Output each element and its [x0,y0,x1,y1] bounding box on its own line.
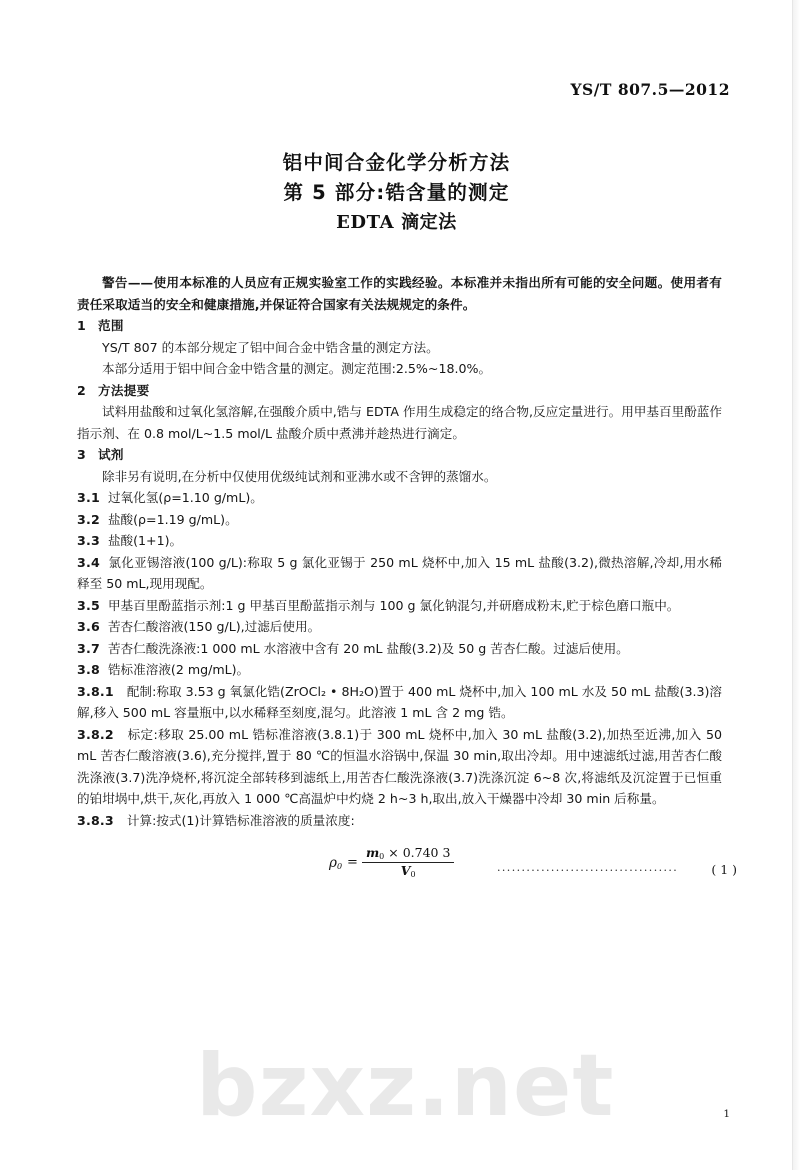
reagent-item-3-8 [77,659,722,681]
reagent-tag-3-8: 3.8 [77,662,100,677]
section-title-2: 方法提要 [98,382,150,398]
section-2-paragraph-1: 试料用盐酸和过氧化氢溶解,在强酸介质中,锆与 EDTA 作用生成稳定的络合物,反应定量进行。用甲基百里酚蓝作指示剂、在 0.8 mol/L~1.5 mol/L 盐酸介质中煮沸并趁热进行滴定。 [77,404,722,441]
reagent-tag-3-3: 3.3 [77,533,100,548]
formula-denominator: $V_0$ [400,863,416,880]
section-number-3: 3 [77,447,87,462]
reagent-tag-3-1: 3.1 [77,490,100,505]
reagent-item-3-7 [77,638,722,660]
reagent-item-3-4 [77,552,722,595]
reagent-text-3-8-3: 计算:按式(1)计算锆标准溶液的质量浓度: [126,812,355,828]
reagent-text-3-4: 氯化亚锡溶液(100 g/L):称取 5 g 氯化亚锡于 250 mL 烧杯中,加入 15 mL 盐酸(3.2),微热溶解,冷却,用水稀释至 50 mL,现用现配。 [77,554,722,591]
section-title-1: 范围 [98,318,124,333]
reagent-tag-3-8-3: 3.8.3 [77,812,114,828]
section-heading-2 [77,380,722,402]
title-line-2: 第 5 部分:锆含量的测定 [283,181,510,204]
page-edge-shadow [793,0,800,1170]
section-title-3: 试剂 [98,447,124,462]
reagent-tag-3-4: 3.4 [77,554,100,570]
reagent-item-3-6 [77,616,722,638]
section-heading-1 [77,315,722,337]
reagent-item-3-5 [77,595,722,617]
formula-equation-number: ( 1 ) [711,862,737,877]
section-heading-3 [77,444,722,466]
formula-leader [497,862,737,877]
standard-number-header: YS/T 807.5—2012 [570,80,730,99]
document-body [77,272,737,888]
reagent-tag-3-8-1: 3.8.1 [77,683,114,699]
title-line-3: EDTA 滴定法 [336,212,457,233]
title-line-1: 铝中间合金化学分析方法 [282,151,511,174]
reagent-tag-3-5: 3.5 [77,597,100,613]
reagent-text-3-8-2: 标定:移取 25.00 mL 锆标准溶液(3.8.1)于 300 mL 烧杯中,加入 30 mL 盐酸(3.2),加热至近沸,加入 50 mL 苦杏仁酸溶液(3.6),充分搅拌,置于 80 ℃的恒温水浴锅中,保温 30 min,取出冷却。用中速滤纸过滤,用苦杏仁酸洗涤液(3.7)洗净烧杯,将沉淀全部转移到滤纸上,用苦杏仁酸洗涤液(3.7)洗涤沉淀 6~8 次,将滤纸及沉淀置于已恒重的铂坩埚中,烘干,灰化,再放入 1 000 ℃高温炉中灼烧 2 h~3 h,取出,放入干燥器中冷却 30 min 后称量。 [77,726,722,806]
reagent-tag-3-7: 3.7 [77,640,100,656]
page-number: 1 [723,1108,730,1120]
section-number-2: 2 [77,382,87,398]
document-title-block [0,148,793,238]
reagent-text-3-8: 锆标准溶液(2 mg/mL)。 [107,662,250,677]
reagent-text-3-2: 盐酸(ρ=1.19 g/mL)。 [107,511,238,527]
formula-row [77,844,737,888]
formula-fraction [362,846,454,879]
formula-lhs: $\rho_0$ [329,854,343,871]
reagent-item-3-8-1 [77,681,722,724]
reagent-tag-3-6: 3.6 [77,619,100,634]
reagent-item-3-3 [77,530,722,552]
section-3-intro: 除非另有说明,在分析中仅使用优级纯试剂和亚沸水或不含钾的蒸馏水。 [102,468,497,484]
section-1-paragraph-2: 本部分适用于铝中间合金中锆含量的测定。测定范围:2.5%~18.0%。 [102,361,492,376]
reagent-item-3-1 [77,487,722,509]
reagent-text-3-8-1: 配制:称取 3.53 g 氧氯化锆(ZrOCl₂ • 8H₂O)置于 400 mL 烧杯中,加入 100 mL 水及 50 mL 盐酸(3.3)溶解,移入 500 mL 容量瓶中,以水稀释至刻度,混匀。此溶液 1 mL 含 2 mg 锆。 [77,683,722,720]
reagent-text-3-6: 苦杏仁酸溶液(150 g/L),过滤后使用。 [107,619,321,634]
reagent-item-3-8-3 [77,810,722,832]
reagent-item-3-2 [77,509,722,531]
section-number-1: 1 [77,318,87,333]
leader-dots: ····································· [497,864,679,877]
formula-equation-1 [329,846,454,879]
section-1-paragraph-1: YS/T 807 的本部分规定了铝中间合金中锆含量的测定方法。 [102,339,439,355]
reagent-text-3-7: 苦杏仁酸洗涤液:1 000 mL 水溶液中含有 20 mL 盐酸(3.2)及 50 g 苦杏仁酸。过滤后使用。 [107,640,629,656]
reagent-item-3-8-2 [77,724,722,810]
formula-numerator: $m_0 \times 0.740$ 3 [362,846,454,863]
reagent-tag-3-2: 3.2 [77,511,100,527]
warning-paragraph: 警告——使用本标准的人员应有正规实验室工作的实践经验。本标准并未指出所有可能的安全问题。使用者有责任采取适当的安全和健康措施,并保证符合国家有关法规规定的条件。 [77,275,722,312]
reagent-text-3-3: 盐酸(1+1)。 [107,533,183,548]
reagent-text-3-5: 甲基百里酚蓝指示剂:1 g 甲基百里酚蓝指示剂与 100 g 氯化钠混匀,并研磨成粉末,贮于棕色磨口瓶中。 [107,597,680,613]
watermark-text: bzxz.net [196,1036,615,1136]
reagent-tag-3-8-2: 3.8.2 [77,726,114,742]
reagent-text-3-1: 过氧化氢(ρ=1.10 g/mL)。 [107,490,263,505]
formula-equals-sign: = [347,855,358,871]
